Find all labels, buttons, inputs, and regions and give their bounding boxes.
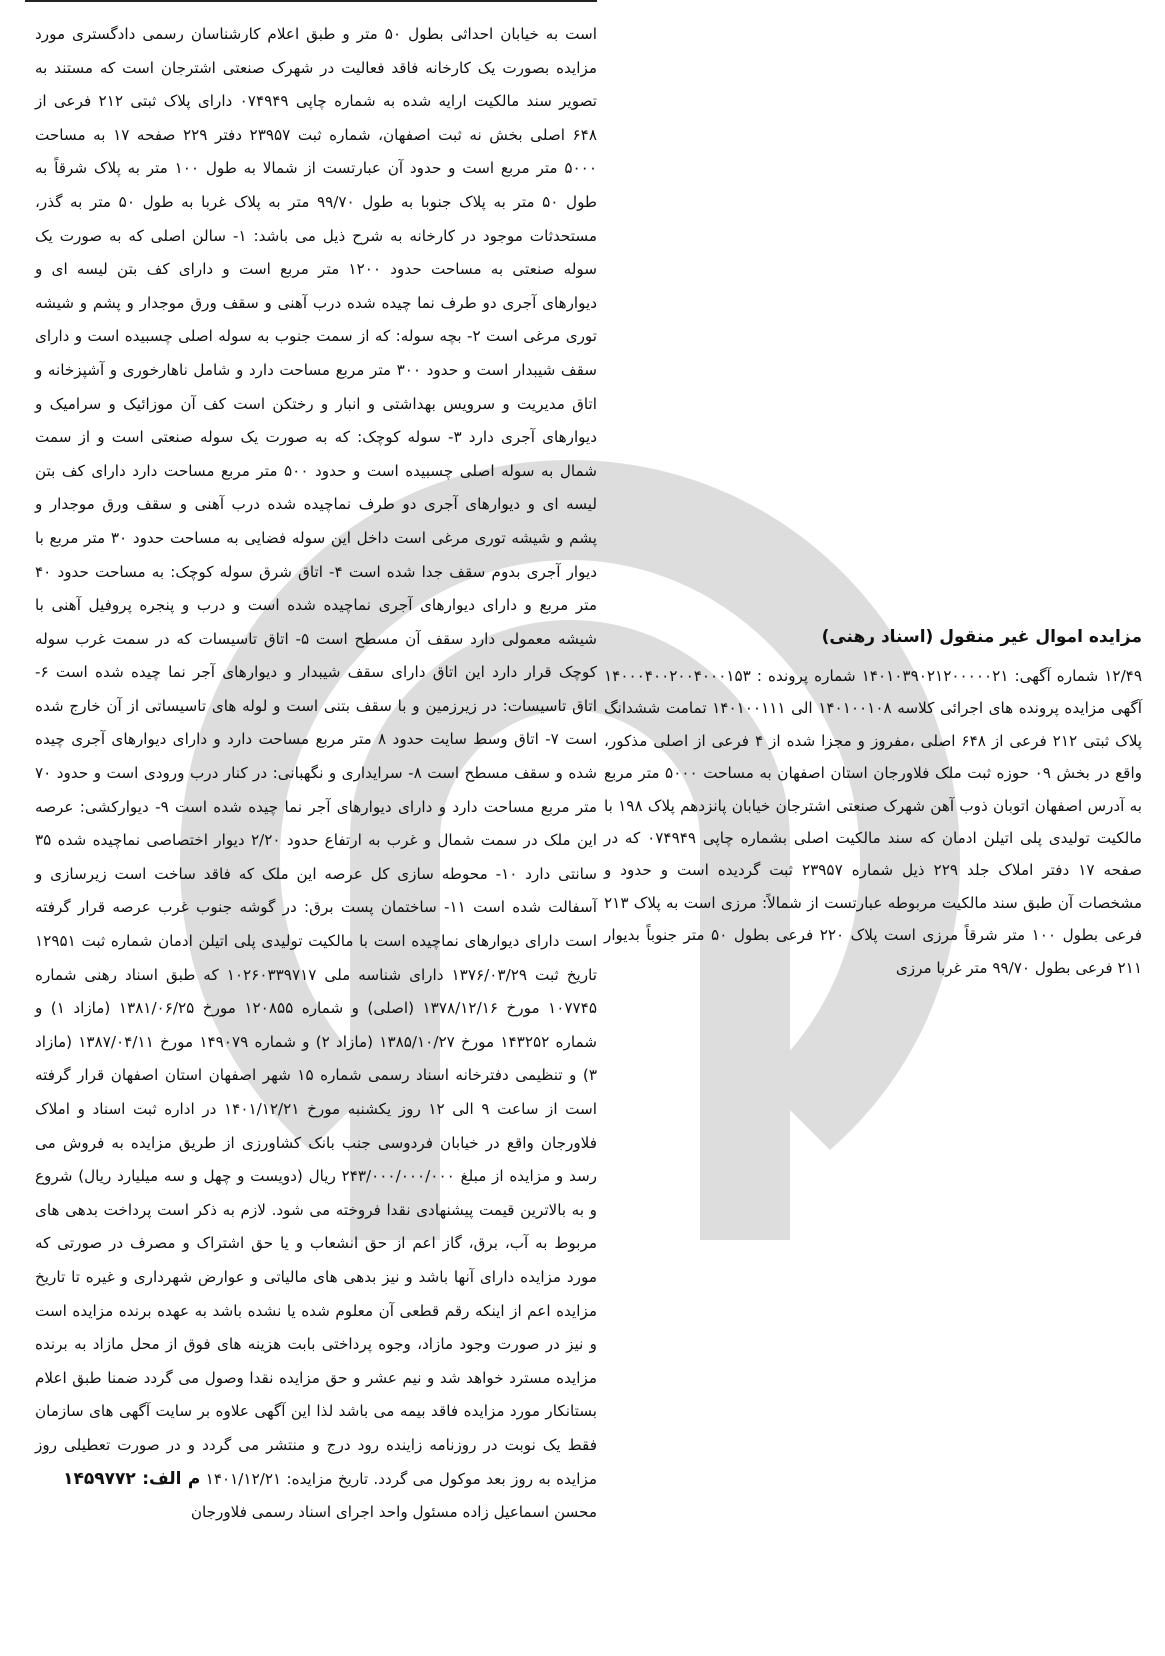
ad-continuation-column [25,0,597,1656]
ad-signature: محسن اسماعیل زاده مسئول واحد اجرای اسناد رسمی فلاورجان [190,1503,597,1522]
ad-continuation-text [35,18,597,1496]
ad-reference-code: م الف: ۱۴۵۹۷۷۲ [63,1468,201,1489]
ad-intro-text: ۱۲/۴۹ شماره آگهی: ۱۴۰۱۰۳۹۰۲۱۲۰۰۰۰۰۲۱ شماره پرونده : ۱۴۰۰۰۴۰۰۲۰۰۴۰۰۰۱۵۳ آگهی مزایده پرونده های اجرائی کلاسه ۱۴۰۱۰۰۱۰۸ الی ۱۴۰۱۰۰۱۱۱ تمامت ششدانگ پلاک ثبتی ۲۱۲ فرعی از ۶۴۸ اصلی ،مفروز و مجزا شده از ۴ فرعی از اصلی مذکور، واقع در بخش ۰۹ حوزه ثبت ملک فلاورجان استان اصفهان به مساحت ۵۰۰۰ متر مربع به آدرس اصفهان اتوبان ذوب آهن شهرک صنعتی اشترجان خیابان پانزدهم پلاک ۱۹۸ با مالکیت تولیدی پلی اتیلن ادمان که سند مالکیت اصلی بشماره چاپی ۰۷۴۹۴۹ که در صفحه ۱۷ دفتر املاک جلد ۲۲۹ ذیل شماره ۲۳۹۵۷ ثبت گردیده است و حدود و مشخصات آن طبق سند مالکیت مربوطه عبارتست از شمالاً: مرزی است به پلاک ۲۱۳ فرعی بطول ۱۰۰ متر شرقاً مرزی است پلاک ۲۲۰ فرعی بطول ۵۰ متر جنوباً بدیوار ۲۱۱ فرعی بطول ۹۹/۷۰ متر غربا مرزی [604,667,1143,977]
ad-body-continued: است به خیابان احداثی بطول ۵۰ متر و طبق اعلام کارشناسان رسمی دادگستری مورد مزایده بصورت یک کارخانه فاقد فعالیت در شهرک صنعتی اشترجان است که مستند به تصویر سند مالکیت ارایه شده به شماره چاپی ۰۷۴۹۴۹ دارای پلاک ثبتی ۲۱۲ فرعی از ۶۴۸ اصلی بخش نه ثبت اصفهان، شماره ثبت ۲۳۹۵۷ دفتر ۲۲۹ صفحه ۱۷ به مساحت ۵۰۰۰ متر مربع است و حدود آن عبارتست از شمالا به طول ۱۰۰ متر به پلاک شرقاً به طول ۵۰ متر به پلاک جنوبا به طول ۹۹/۷۰ متر به پلاک غربا به طول ۵۰ متر به گذر، مستحدثات موجود در کارخانه به شرح ذیل می باشد: ۱- سالن اصلی که به صورت یک سوله صنعتی به مساحت حدود ۱۲۰۰ متر مربع است و دارای کف بتن لیسه ای و دیوارهای آجری دو طرف نما چیده شده درب آهنی و سقف ورق موجدار و پشم و شیشه توری مرغی است ۲- بچه سوله: که از سمت جنوب به سوله اصلی چسبیده است و دارای سقف شیبدار است و حدود ۳۰۰ متر مربع مساحت دارد و شامل ناهارخوری و آشپزخانه و اتاق مدیریت و سرویس بهداشتی و انبار و رختکن است کف آن موزائیک و سرامیک و دیوارهای آجری دارد ۳- سوله کوچک: که به صورت یک سوله صنعتی است و از سمت شمال به سوله اصلی چسبیده است و حدود ۵۰۰ متر مربع مساحت دارد دارای کف بتن لیسه ای و دیوارهای آجری دو طرف نماچیده شده درب آهنی و سقف ورق موجدار و پشم و شیشه توری مرغی است داخل این سوله فضایی به مساحت حدود ۳۰ متر مربع با دیوار آجری بدوم سقف جدا شده است ۴- اتاق شرق سوله کوچک: به مساحت حدود ۴۰ متر مربع و دارای دیوارهای آجری نماچیده شده است و درب و پنجره پروفیل آهنی با شیشه معمولی دارد سقف آن مسطح است ۵- اتاق تاسیسات که در سمت غرب سوله کوچک قرار دارد این اتاق دارای سقف شیبدار و دیوارهای آجر نما چیده شده است ۶- اتاق تاسیسات: در زیرزمین و با سقف بتنی است و لوله های تاسیساتی از آن خارج شده است ۷- اتاق وسط سایت حدود ۸ متر مربع مساحت دارد و دارای دیوارهای آجری چیده شده و سقف مسطح است ۸- سرایداری و نگهبانی: در کنار درب ورودی است و حدود ۷۰ متر مربع مساحت دارد و دارای دیوارهای آجر نما چیده شده است ۹- دیوارکشی: عرصه این ملک در سمت شمال و غرب به ارتفاع حدود ۲/۲۰ دیوار اختصاصی نماچیده شده ۳۵ سانتی دارد ۱۰- محوطه سازی کل عرصه این ملک که فاقد ساخت است زیرسازی و آسفالت شده است ۱۱- ساختمان پست برق: در گوشه جنوب غرب عرصه قرار گرفته است دارای دیوارهای نماچیده است با مالکیت تولیدی پلی اتیلن ادمان شماره ثبت ۱۲۹۵۱ تاریخ ثبت ۱۳۷۶/۰۳/۲۹ دارای شناسه ملی ۱۰۲۶۰۳۳۹۷۱۷ که طبق اسناد رهنی شماره ۱۰۷۷۴۵ مورخ ۱۳۷۸/۱۲/۱۶ (اصلی) و شماره ۱۲۰۸۵۵ مورخ ۱۳۸۱/۰۶/۲۵ (مازاد ۱) و شماره ۱۴۳۲۵۲ مورخ ۱۳۸۵/۱۰/۲۷ (مازاد ۲) و شماره ۱۴۹۰۷۹ مورخ ۱۳۸۷/۰۴/۱۱ (مازاد ۳) و تنظیمی دفترخانه اسناد رسمی شماره ۱۵ شهر اصفهان استان اصفهان قرار گرفته است از ساعت ۹ الی ۱۲ روز یکشنبه مورخ ۱۴۰۱/۱۲/۲۱ در اداره ثبت اسناد و املاک فلاورجان واقع در خیابان فردوسی جنب بانک کشاورزی از طریق مزایده به فروش می رسد و مزایده از مبلغ ۲۴۳/۰۰۰/۰۰۰/۰۰۰ ریال (دویست و چهل و سه میلیارد ریال) شروع و به بالاترین قیمت پیشنهادی نقدا فروخته می شود. لازم به ذکر است پرداخت بدهی های مربوط به آب، برق، گاز اعم از حق انشعاب و یا حق اشتراک و مصرف در صورتی که مورد مزایده دارای آنها باشد و نیز بدهی های مالیاتی و عوارض شهرداری و غیره تا تاریخ مزایده اعم از اینکه رقم قطعی آن معلوم شده یا نشده باشد به عهده برنده مزایده است و نیز در صورت وجود مازاد، وجوه پرداختی بابت هزینه های فوق از محل مازاد به برنده مزایده مسترد خواهد شد و نیم عشر و حق مزایده نقدا وصول می گردد ضمنا طبق اعلام بستانکار مورد مزایده فاقد بیمه می باشد لذا این آگهی علاوه بر سایت آگهی های سازمان فقط یک نوبت در روزنامه زاینده رود درج و منتشر می گردد و در صورت تعطیلی روز مزایده به روز بعد موکول می گردد. تاریخ مزایده: ۱۴۰۱/۱۲/۲۱ [35,25,598,1488]
ad-start-column [604,622,1142,984]
ad-title: مزایده اموال غیر منقول (اسناد رهنی) [821,627,1142,647]
